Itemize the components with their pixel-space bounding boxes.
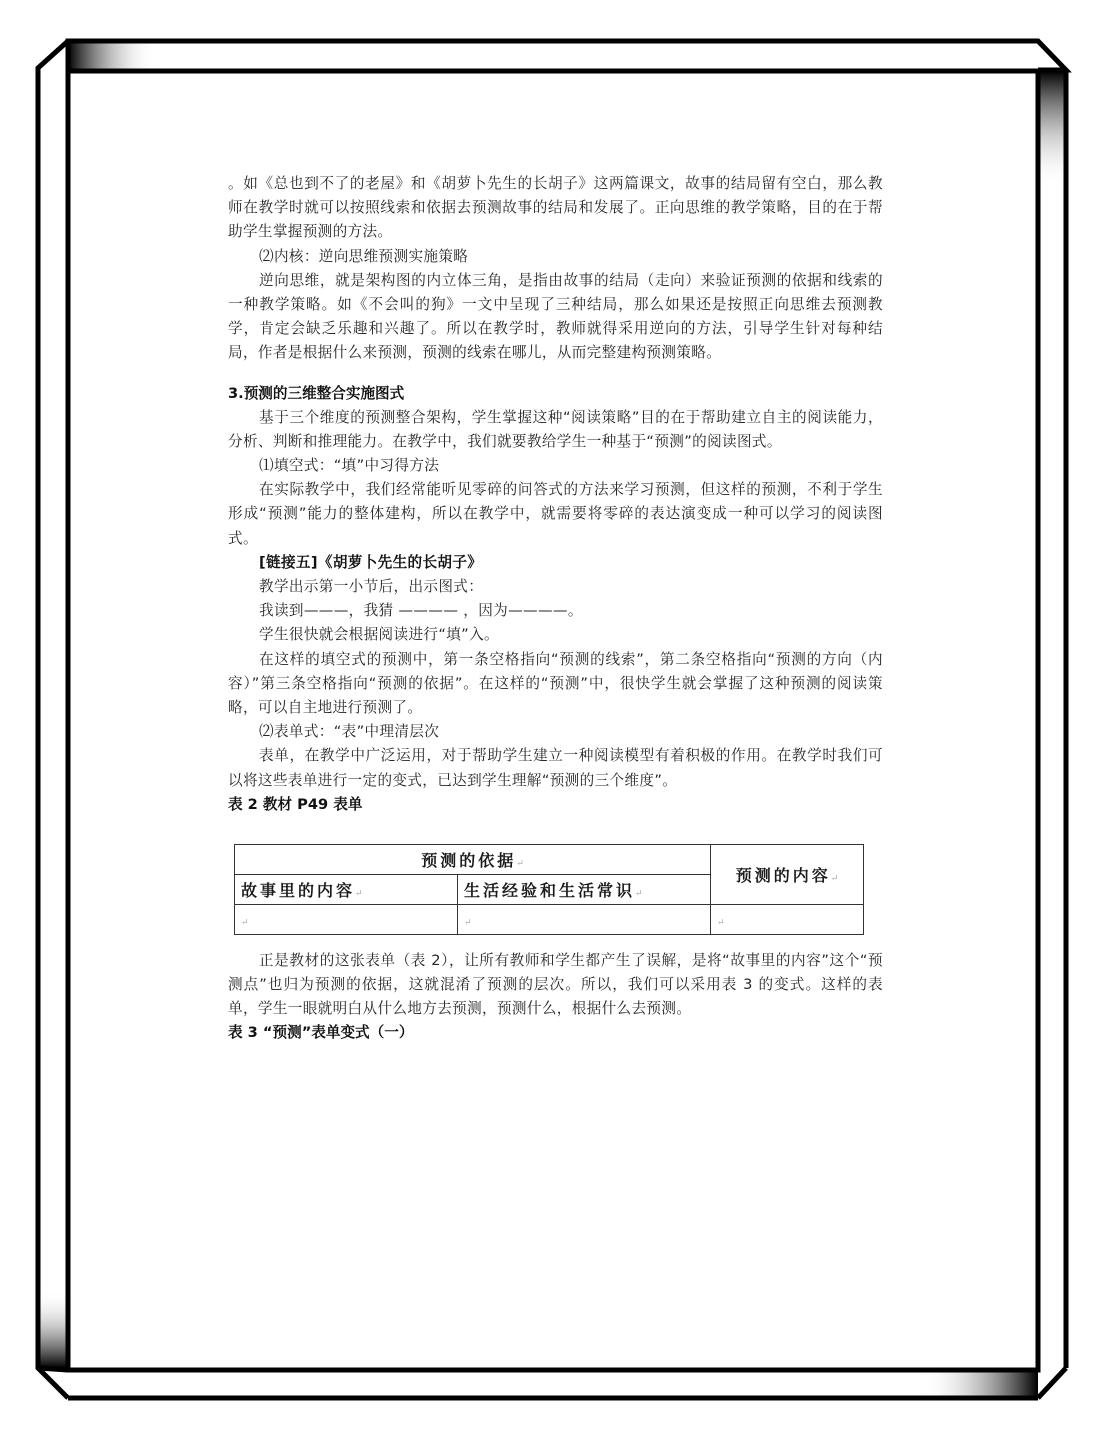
link-title: [链接五]《胡萝卜先生的长胡子》 [259,553,483,571]
paragraph-fill-in: 在实际教学中，我们经常能听见零碎的问答式的方法来学习预测，但这样的预测，不利于学生形成“预测”能力的整体建构，所以在教学中，就需要将零碎的表达演变成一种可以学习的阅读图式。 [228,481,883,547]
cell-end-mark: ↵ [717,917,725,928]
subheading-fill-in: ⑴填空式：“填”中习得方法 [259,457,440,475]
table2-cell [711,904,864,934]
cell-end-mark: ↵ [464,917,472,928]
cell-end-mark: ↵ [635,888,643,899]
section-intro: 基于三个维度的预测整合架构，学生掌握这种“阅读策略”目的在于帮助建立自主的阅读能力，分析、判断和推理能力。在教学中，我们就要教给学生一种基于“预测”的阅读图式。 [228,408,883,450]
link-line-1: 教学出示第一小节后，出示图式： [259,578,484,596]
subheading-table-form: ⑵表单式：“表”中理清层次 [259,723,440,741]
paragraph-after-table: 正是教材的这张表单（表 2），让所有教师和学生都产生了误解，是将“故事里的内容”这个“预测点”也归为预测的依据，这就混淆了预测的层次。所以，我们可以采用表 3 的变式。这样的表单，学生一眼就明白从什么地方去预测，预测什么，根据什么去预测。 [228,951,883,1018]
header-content-text: 预测的内容 [735,865,831,885]
cell-end-mark: ↵ [241,917,249,928]
table2 [234,844,864,935]
subheader-story-text: 故事里的内容 [241,880,356,900]
subheader-experience-text: 生活经验和生活常识 [464,880,636,900]
document-page [228,172,883,1045]
paragraph-reverse-thinking: 逆向思维，就是架构图的内立体三角，是指由故事的结局（走向）来验证预测的依据和线索的一种教学策略。如《不会叫的狗》一文中呈现了三种结局，那么如果还是按照正向思维去预测教学，肯定会缺乏乐趣和兴趣了。所以在教学时，教师就得采用逆向的方法，引导学生针对每种结局，作者是根据什么来预测，预测的线索在哪儿，从而完整建构预测策略。 [228,271,883,362]
table3-caption: 表 3 “预测”表单变式（一） [228,1024,414,1042]
table2-subheader-experience [458,874,711,904]
table2-cell [458,904,711,934]
cell-end-mark: ↵ [355,888,363,899]
subheading-reverse-thinking: ⑵内核：逆向思维预测实施策略 [259,247,469,265]
header-basis-text: 预测的依据 [421,850,517,870]
table2-subheader-story [235,874,458,904]
table2-caption: 表 2 教材 P49 表单 [228,795,363,813]
cell-end-mark: ↵ [830,873,839,884]
section-heading: 3.预测的三维整合实施图式 [228,384,405,402]
link-line-3: 学生很快就会根据阅读进行“填”入。 [259,626,499,644]
table2-container [234,844,864,935]
fill-in-template: 我读到———，我猜 ———— ，因为————。 [259,602,583,620]
table2-header-content [711,844,864,904]
table2-header-basis [235,844,711,874]
paragraph-table-form: 表单，在教学中广泛运用，对于帮助学生建立一种阅读模型有着积极的作用。在教学时我们可以将这些表单进行一定的变式，已达到学生理解“预测的三个维度”。 [228,747,883,789]
cell-end-mark: ↵ [516,858,524,869]
paragraph-forward-thinking: 。如《总也到不了的老屋》和《胡萝卜先生的长胡子》这两篇课文，故事的结局留有空白，那么教师在教学时就可以按照线索和依据去预测故事的结局和发展了。正向思维的教学策略，目的在于帮助学生掌握预测的方法。 [228,175,883,241]
paragraph-fill-in-explain: 在这样的填空式的预测中，第一条空格指向“预测的线索”，第二条空格指向“预测的方向（内容）”第三条空格指向“预测的依据”。在这样的“预测”中，很快学生就会掌握了这种预测的阅读策略，可以自主地进行预测了。 [228,650,883,717]
table2-cell [235,904,458,934]
